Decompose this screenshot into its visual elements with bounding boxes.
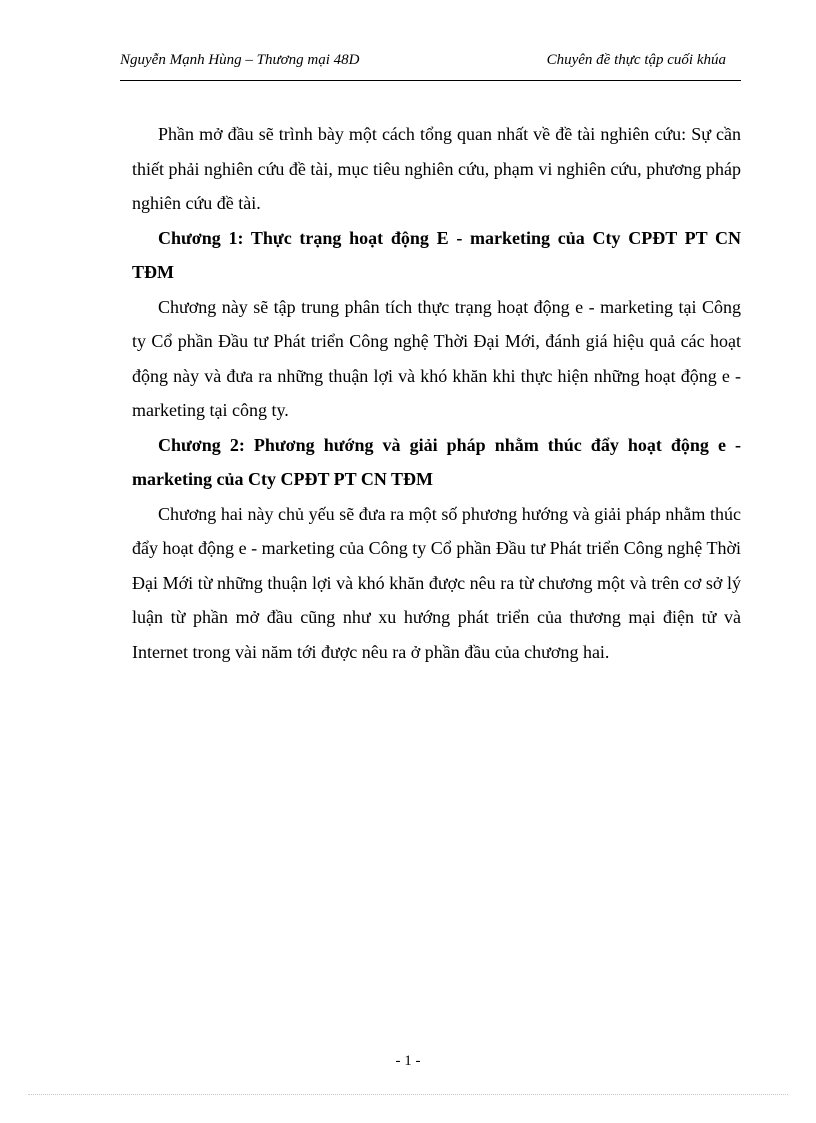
header-author: Nguyễn Mạnh Hùng – Thương mại 48D: [120, 52, 360, 68]
page-header: [120, 52, 726, 74]
header-document-title: Chuyên đề thực tập cuối khúa: [546, 52, 726, 68]
chapter2-paragraph: Chương hai này chủ yếu sẽ đưa ra một số phương hướng và giải pháp nhằm thúc đẩy hoạt động e - marketing của Công ty Cổ phần Đầu tư Phát triển Công nghệ Thời Đại Mới từ những thuận lợi và khó khăn được nêu ra từ chương một và trên cơ sở lý luận từ phần mở đầu cũng như xu hướng phát triển của thương mại điện tử và Internet trong vài năm tới được nêu ra ở phần đầu của chương hai.: [132, 503, 741, 662]
chapter1-paragraph: Chương này sẽ tập trung phân tích thực trạng hoạt động e - marketing tại Công ty Cổ phần Đầu tư Phát triển Công nghệ Thời Đại Mới, đánh giá hiệu quả các hoạt động này và đưa ra những thuận lợi và khó khăn khi thực hiện những hoạt động e - marketing tại công ty.: [132, 296, 741, 420]
header-divider: [120, 80, 741, 81]
chapter1-heading: Chương 1: Thực trạng hoạt động E - marketing của Cty CPĐT PT CN TĐM: [132, 227, 741, 282]
page-bottom-divider: [28, 1094, 788, 1095]
chapter2-heading: Chương 2: Phương hướng và giải pháp nhằm thúc đẩy hoạt động e - marketing của Cty CPĐT PT CN TĐM: [132, 434, 741, 489]
document-body: [132, 117, 741, 669]
intro-paragraph: Phần mở đầu sẽ trình bày một cách tổng quan nhất về đề tài nghiên cứu: Sự cần thiết phải nghiên cứu đề tài, mục tiêu nghiên cứu, phạm vi nghiên cứu, phương pháp nghiên cứu đề tài.: [132, 124, 741, 213]
page-number: - 1 -: [395, 1053, 421, 1069]
